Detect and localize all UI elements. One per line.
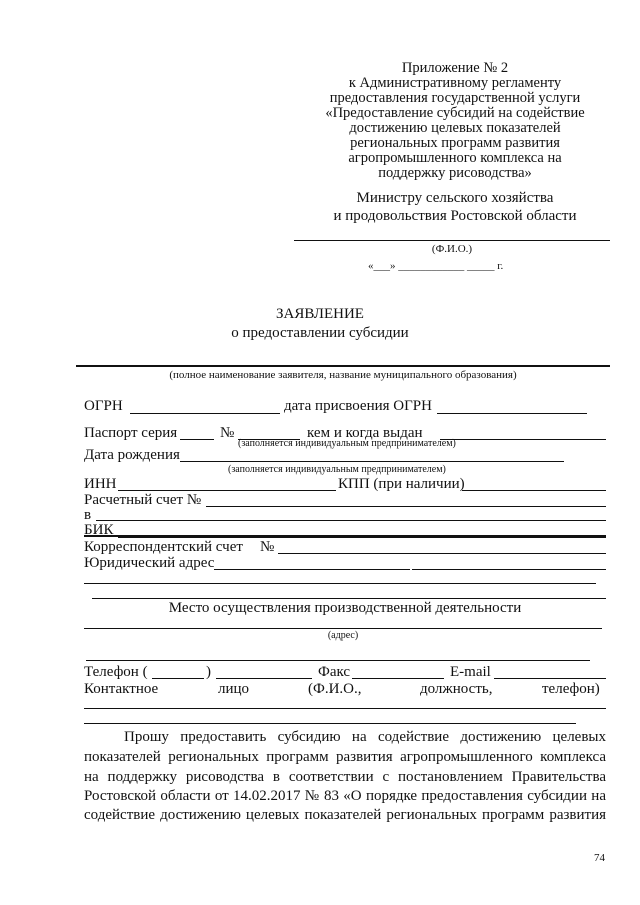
ogrn-date-field[interactable] [437,413,587,414]
contact-word-2: лицо [218,681,250,697]
body-text-line: Прошу предоставить субсидию на содействие достижению целевых [124,729,606,745]
appendix-line: достижению целевых показателей [349,120,561,136]
body-text-line: Ростовской области от 14.02.2017 № 83 «О порядке предоставления субсидии на [84,788,606,804]
appendix-line: предоставления государственной услуги [329,90,581,106]
inn-label: ИНН [84,476,117,492]
email-label: E-mail [450,664,491,680]
passport-issued-label: кем и когда выдан [307,425,423,441]
fax-label: Факс [318,664,351,680]
appendix-line: поддержку рисоводства» [378,165,532,181]
legal-address-label: Юридический адрес [84,555,215,571]
bank-field[interactable] [96,520,606,521]
inn-field[interactable] [118,490,336,491]
ogrn-label: ОГРН [84,398,123,414]
body-line-5 [84,807,606,824]
contact-word-5: телефон) [542,681,600,697]
body-line-2 [84,749,606,766]
fio-line[interactable] [294,240,610,241]
email-field[interactable] [494,678,606,679]
document-subtitle: о предоставлении субсидии [231,325,409,341]
production-address-field[interactable] [84,628,602,629]
passport-note: (заполняется индивидуальным предпринимателем) [238,438,456,449]
appendix-line: агропромышленного комплекса на [348,150,562,166]
fax-field[interactable] [352,678,444,679]
phone-label: Телефон ( [84,664,148,680]
phone-paren-close: ) [206,664,211,680]
page-number: 74 [594,852,605,864]
passport-series-label: Паспорт серия [84,425,178,441]
bank-label: в [84,507,92,523]
contact-word-3: (Ф.И.О., [308,681,362,697]
legal-address-field-4[interactable] [92,598,606,599]
corr-account-field[interactable] [278,553,606,554]
ogrn-field[interactable] [130,413,280,414]
kpp-label: КПП (при наличии) [338,476,465,492]
passport-number-label: № [220,425,235,441]
account-field[interactable] [206,506,606,507]
body-text-line: на поддержку рисоводства в соответствии с постановлением Правительства [84,769,606,785]
birth-date-note: (заполняется индивидуальным предпринимателем) [228,464,446,475]
passport-issued-field[interactable] [440,439,606,440]
corr-account-number-label: № [260,539,275,555]
kpp-field[interactable] [462,490,606,491]
body-line-1 [124,729,606,746]
bik-field[interactable] [118,537,606,538]
document-title: ЗАЯВЛЕНИЕ [276,306,364,322]
corr-account-label: Корреспондентский счет [84,539,243,555]
body-text-line: содействие достижению целевых показателей региональных программ развития [84,807,606,823]
body-text-line: показателей региональных программ развития агропромышленного комплекса [84,749,606,765]
addressee-line-1: Министру сельского хозяйства [356,190,554,206]
legal-address-field-3[interactable] [84,583,596,584]
production-title: Место осуществления производственной деятельности [168,600,522,616]
applicant-name-line[interactable] [76,365,610,367]
appendix-line: региональных программ развития [350,135,560,151]
production-address-caption: (адрес) [327,630,359,641]
appendix-line: к Административному регламенту [348,75,562,91]
appendix-line: Приложение № 2 [401,60,509,76]
contact-person-field-1[interactable] [84,708,606,709]
birth-date-field[interactable] [180,461,564,462]
addressee-line-2: и продовольствия Ростовской области [333,208,577,224]
contact-word-1: Контактное [84,681,159,697]
bik-label: БИК [84,522,114,538]
date-template[interactable]: «___» ____________ _____ г. [368,260,504,272]
contact-word-4: должность, [420,681,493,697]
account-label: Расчетный счет № [84,492,202,508]
contact-person-field-2[interactable] [84,723,576,724]
body-line-3 [84,769,606,786]
phone-number-field[interactable] [216,678,312,679]
production-extra-field[interactable] [86,660,590,661]
legal-address-field-1[interactable] [214,569,410,570]
body-line-4 [84,788,606,805]
legal-address-field-2[interactable] [412,569,606,570]
appendix-heading [320,61,590,181]
passport-series-field[interactable] [180,439,214,440]
birth-date-label: Дата рождения [84,447,180,463]
ogrn-date-label: дата присвоения ОГРН [284,398,432,414]
phone-code-field[interactable] [152,678,204,679]
fio-caption: (Ф.И.О.) [431,243,473,255]
appendix-line: «Предоставление субсидий на содействие [325,105,585,121]
applicant-caption: (полное наименование заявителя, название муниципального образования) [169,369,517,381]
